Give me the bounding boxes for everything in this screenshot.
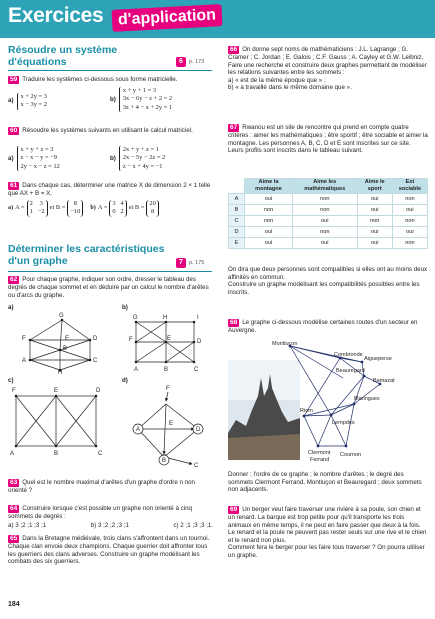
vertex-label: B (63, 346, 68, 352)
option: a) 3 ;2 ;1 ;3 ;1 (8, 522, 47, 529)
exercise-text: Construire lorsque c'est possible un graphe non orienté à cinq sommets de degrés : (8, 505, 192, 520)
town-label: Montluçon (272, 341, 298, 347)
system-60b (110, 146, 165, 171)
section-title-line: d'un graphe (8, 254, 68, 267)
option: c) 2 ;1 ;3 ;3 ;1. (173, 522, 213, 529)
exercise-text: Le graphe ci-dessous modélise certaines routes d'un secteur en Auvergne. (228, 319, 418, 334)
exercise-number: 64 (10, 505, 18, 512)
exercise-59 (8, 76, 213, 84)
item-label: b) (110, 95, 116, 103)
vertex-label: C (93, 358, 98, 364)
exercise-text: Leurs profils sont inscrits dans le tableau suivant. (228, 147, 363, 155)
exercise-64 (8, 505, 213, 521)
equation: 3z + 4 − x + 2y = 1 (122, 103, 173, 111)
reference-page: p. 173 (189, 58, 205, 65)
system-60a (8, 146, 60, 171)
graph-c (8, 384, 118, 458)
item-label: a) (8, 154, 14, 162)
section-divider (8, 271, 212, 272)
table-row: E oui oui oui non (229, 238, 428, 249)
vertex-label: D (96, 388, 101, 394)
vertex-label: G (59, 313, 64, 319)
town-label: Bamazat (373, 378, 395, 384)
matrix-A: 2 3 1 −2 (27, 200, 48, 217)
item-label: a) (8, 97, 14, 105)
exercise-number: 69 (230, 506, 238, 513)
exercise-63 (8, 479, 213, 495)
vertex-label: F (129, 337, 133, 343)
table-row: A oui non oui non (229, 194, 428, 205)
graph-label-a: a) (8, 304, 14, 311)
vertex-label: I (197, 315, 199, 321)
exercise-62 (8, 276, 213, 299)
exercise-61 (8, 182, 213, 198)
item-label: b) (90, 204, 96, 212)
vertex-label: B (162, 458, 167, 464)
vertex-label: F (22, 336, 26, 342)
exercise-number: 66 (230, 46, 238, 53)
column-header: Aime la montagne (245, 179, 293, 194)
vertex-label: E (54, 388, 59, 394)
table-header-row (229, 179, 428, 194)
town-label: Riom (300, 408, 313, 414)
exercise-text: Dans la Bretagne médiévale, trois clans s'affrontent dans un tournoi. Chaque clan envoie deux champions. Chaque guerrier doit affronter tous les guerriers des clans adverses. Construire un graphe modélisant les combats des six guerriers. (8, 535, 210, 566)
exercise-text: Pour chaque graphe, indiquer son ordre, dresser le tableau des degrés de chaque sommet et en déduire par un calcul le nombre d'arêtes ou d'arcs du graphe. (8, 276, 209, 299)
exercise-66 (228, 46, 428, 92)
exercise-number: 62 (10, 276, 18, 283)
vertex-label: H (58, 370, 63, 374)
exercise-number: 60 (10, 127, 18, 134)
matrix-prefix: et B = (49, 204, 66, 212)
exercise-number: 68 (230, 319, 238, 326)
graph-label-c: c) (8, 377, 14, 384)
town-label: Clermont (308, 450, 331, 456)
item-label: b) (110, 154, 116, 162)
town-label: Aigueperse (364, 356, 392, 362)
section-title-systems (8, 45, 178, 68)
column-header: Aime les mathématiques (292, 179, 357, 194)
page-subtitle-badge: d'application (111, 4, 222, 32)
exercise-item: a) « est de la même époque que » ; (228, 76, 326, 84)
exercise-text: Rwanou est un site de rencontre qui prend en compte quatre critères : aimer les mathématiques ; être sportif ; être sociable et aimer la montagne. Les personnes A, B, C, D et E sont inscrites sur ce site. (228, 124, 428, 147)
column-header (229, 179, 245, 194)
page-title: Exercices (8, 4, 104, 27)
vertex-label: C (98, 451, 103, 457)
vertex-label: A (22, 358, 27, 364)
exercise-number: 61 (10, 182, 18, 189)
item-label: a) (8, 204, 14, 212)
equation: 2y − x − z = 12 (20, 162, 60, 170)
table-row: B non non oui oui (229, 205, 428, 216)
matrix-B: 20 8 (146, 200, 158, 217)
exercise-text: Résoudre les systèmes suivants en utilisant le calcul matriciel. (22, 127, 193, 134)
equation: x + y + z = 3 (20, 146, 54, 153)
graph-a (20, 312, 110, 374)
equation: 2x − 5y − 2z = 2 (122, 154, 166, 162)
vertex-label: B (164, 367, 169, 373)
vertex-label: D (197, 339, 202, 345)
exercise-text: Quel est le nombre maximal d'arêtes d'un graphe d'ordre n non orienté ? (8, 479, 196, 494)
exercise-65 (8, 535, 213, 566)
exercise-67 (228, 124, 428, 155)
exercise-text: Comment fera le berger pour les faire tous traverser ? On pourra utiliser un graphe. (228, 544, 425, 559)
equation: z − x − y = −9 (20, 154, 57, 162)
exercise-60 (8, 127, 213, 135)
vertex-label: F (12, 388, 16, 394)
vertex-label: A (134, 367, 139, 373)
exercise-64-options (8, 522, 213, 530)
equation: x + y + 1 = 3 (122, 87, 157, 94)
vertex-label: C (194, 367, 199, 373)
table-row: C non oui non non (229, 216, 428, 227)
exercise-69 (228, 506, 428, 560)
graph-b (122, 312, 214, 374)
exercise-68-question: Donner : l'ordre de ce graphe ; le nombre d'arêtes ; le degré des sommets Clermont Ferrand, Montluçon et Beauregard ; deux sommets non adjacents. (228, 471, 422, 494)
vertex-label: C (194, 463, 199, 468)
graph-label-b: b) (122, 304, 128, 311)
section-title-graphs (8, 244, 188, 267)
matrix-61a (8, 200, 159, 217)
exercise-text: Le renard et la poule ne peuvent pas rester seuls sur une rive et le chien et le renard non plus. (228, 529, 427, 544)
exercise-text: Dans chaque cas, déterminer une matrice X de dimension 2 × 1 telle que AX + B = X. (8, 182, 211, 197)
town-label: Maringues (354, 396, 380, 402)
graph-label-d: d) (122, 377, 128, 384)
table-row: D oui non oui oui (229, 227, 428, 238)
reference-page: p. 175 (189, 259, 205, 266)
system-59b (110, 87, 172, 112)
profiles-table (228, 178, 428, 249)
exercise-number: 63 (10, 479, 18, 486)
vertex-label: A (136, 427, 141, 433)
exercise-item: b) « a travaillé dans le même domaine que ». (228, 84, 352, 92)
equation: 2x + y + z = 1 (122, 146, 159, 153)
matrix-A: 3 4 0 2 (109, 200, 126, 217)
vertex-label: D (93, 336, 98, 342)
vertex-label: E (169, 421, 174, 427)
matrix-B: 8 −10 (67, 200, 83, 217)
exercise-text: Un berger veut faire traverser une rivière à sa poule, son chien et un renard. La barque est trop petite pour qu'il transporte les trois animaux en même temps, il ne peut en faire passer que deux à la fois. (228, 506, 421, 529)
town-label: Cournon (340, 452, 362, 458)
vertex-label: E (65, 336, 70, 342)
vertex-label: F (166, 386, 170, 392)
town-label: Combronde (334, 352, 363, 358)
section-divider (8, 70, 212, 71)
equation: z − x + 4y = −1 (122, 162, 163, 170)
exercise-text: On donne sept noms de mathématiciens : J.L. Lagrange ; G. Cramer ; C. Jordan ; E. Galois ; C.F. Gauss ; A. Cayley et G.W. Leibniz. Faire une recherche et construire deux graphes permettant de modéliser les relations suivantes entre les sommets : (228, 46, 427, 77)
exercise-text: Traduire les systèmes ci-dessous sous forme matricielle. (22, 76, 178, 83)
system-59a (8, 93, 47, 110)
exercise-number: 59 (10, 76, 18, 83)
option: b) 3 ;2 ;2 ;3 ;1 (90, 522, 129, 529)
town-label: Ferrand (310, 457, 330, 463)
exercise-text: On dira que deux personnes sont compatibles si elles ont au moins deux affinités en commun. (228, 266, 428, 281)
vertex-label: G (133, 315, 138, 321)
auvergne-road-graph (228, 338, 428, 468)
exercise-text: Construire un graphe modélisant les compatibilités possibles entre les inscrits. (228, 281, 420, 296)
reference-number: 6 (176, 57, 186, 67)
vertex-label: E (167, 336, 172, 342)
graph-d (122, 384, 214, 468)
section-title-line: Déterminer les caractéristiques (8, 243, 165, 255)
matrix-prefix: A = (15, 204, 25, 212)
matrix-prefix: A = (97, 204, 108, 212)
equation: x + 2y = 3 (20, 93, 47, 100)
town-label: Lempdes (332, 420, 355, 426)
section-title-line: Résoudre un système (8, 44, 118, 56)
town-label: Beauregard (336, 368, 365, 374)
reference-number: 7 (176, 258, 186, 268)
vertex-label: D (196, 427, 201, 433)
exercise-number: 67 (230, 124, 238, 131)
exercise-68 (228, 319, 428, 335)
column-header: Aime le sport (357, 179, 392, 194)
column-header: Est sociable (392, 179, 427, 194)
course-reference[interactable] (176, 57, 204, 67)
equation: x − 3y = 2 (20, 101, 47, 109)
course-reference[interactable] (176, 258, 204, 268)
vertex-label: H (163, 315, 168, 321)
vertex-label: A (10, 451, 15, 457)
section-title-line: d'équations (8, 55, 67, 68)
matrix-prefix: et B = (128, 204, 145, 212)
vertex-label: B (54, 451, 59, 457)
page-number: 184 (8, 601, 20, 608)
exercise-number: 65 (10, 535, 18, 542)
equation: 3x − 6y − z + 2 = 2 (122, 95, 173, 103)
exercise-67-followup (228, 266, 428, 296)
